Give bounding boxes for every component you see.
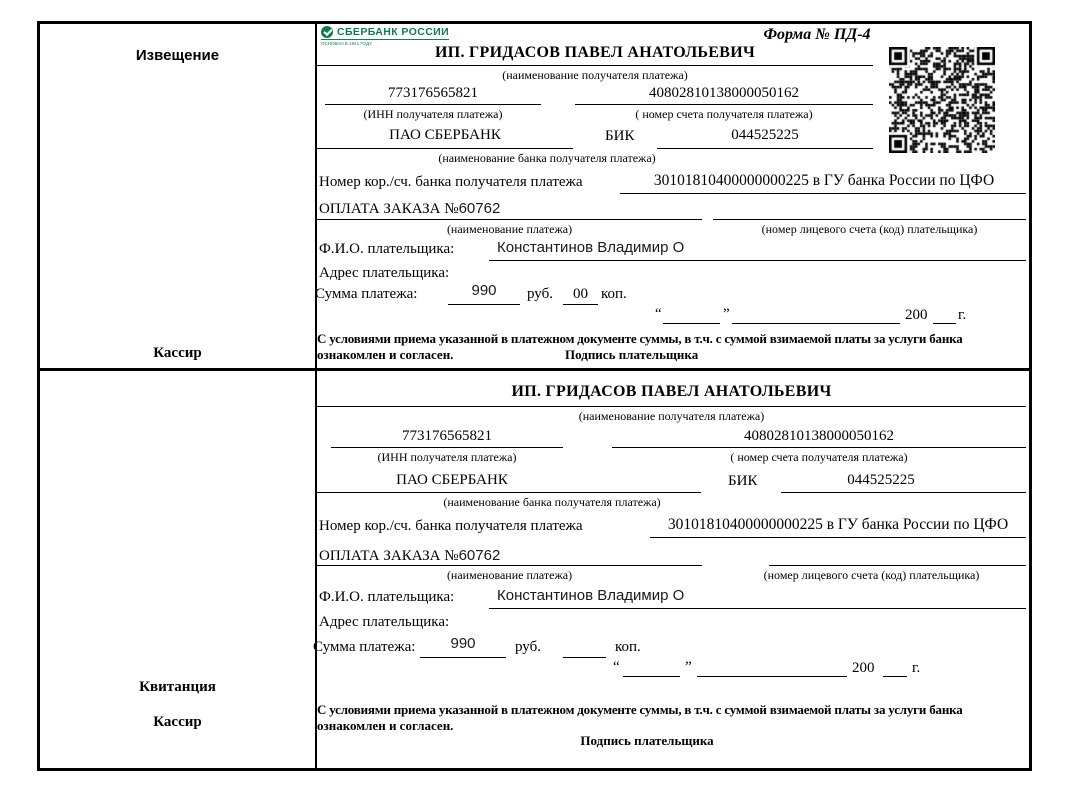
payer-signature-label: Подпись плательщика bbox=[565, 347, 699, 362]
receipt-left-column bbox=[40, 371, 317, 768]
payment-purpose-line bbox=[317, 219, 702, 220]
payer-fio-line bbox=[489, 260, 1026, 261]
sum-kop-value: 00 bbox=[573, 286, 588, 302]
form-number-title: Форма № ПД-4 bbox=[763, 26, 871, 43]
payer-address-label: Адрес плательщика: bbox=[319, 265, 450, 281]
date-month-line bbox=[732, 323, 900, 324]
kop-label: коп. bbox=[601, 286, 627, 302]
payee-account-value: 40802810138000050162 bbox=[744, 428, 894, 444]
sum-rub-line bbox=[420, 657, 506, 658]
order-number: 60762 bbox=[458, 547, 501, 564]
payment-purpose-label: (наименование платежа) bbox=[446, 568, 573, 582]
agreement-line1: С условиями приема указанной в платежном документе суммы, в т.ч. с суммой взимаемой платы за услуги банка bbox=[317, 702, 963, 717]
receipt-main-cell bbox=[313, 371, 1029, 768]
qr-code bbox=[889, 47, 995, 153]
payee-inn-label: (ИНН получателя платежа) bbox=[363, 107, 503, 121]
sberbank-logo-tagline: ОСНОВАН В 1841 ГОДУ bbox=[321, 41, 372, 46]
sum-rub-value: 990 bbox=[471, 282, 497, 299]
corr-account-label: Номер кор./сч. банка получателя платежа bbox=[319, 174, 583, 190]
payee-account-label: ( номер счета получателя платежа) bbox=[730, 450, 908, 464]
date-day-line bbox=[663, 323, 720, 324]
payee-account-label: ( номер счета получателя платежа) bbox=[635, 107, 813, 121]
payee-name-line bbox=[317, 65, 873, 66]
bik-label: БИК bbox=[728, 473, 758, 489]
corr-account-value: 30101810400000000225 в ГУ банка России по ЦФО bbox=[667, 516, 1009, 533]
payee-account-value: 40802810138000050162 bbox=[649, 85, 799, 101]
bik-line bbox=[657, 148, 873, 149]
payee-inn-line bbox=[325, 104, 541, 105]
bik-value: 044525225 bbox=[847, 472, 915, 488]
notice-main-cell bbox=[317, 24, 1029, 368]
agreement-line2: ознакомлен и согласен. bbox=[317, 718, 454, 733]
payer-fio-label: Ф.И.О. плательщика: bbox=[319, 589, 455, 605]
bik-line bbox=[781, 492, 1026, 493]
payment-purpose bbox=[319, 200, 500, 218]
sum-rub-value: 990 bbox=[450, 635, 476, 652]
payee-inn-line bbox=[331, 447, 563, 448]
receipt-section bbox=[40, 371, 1029, 768]
notice-title: Извещение bbox=[135, 47, 220, 64]
date-century: 200 bbox=[905, 307, 928, 323]
date-month-line bbox=[697, 676, 847, 677]
date-century: 200 bbox=[852, 660, 875, 676]
payment-purpose-label: (наименование платежа) bbox=[446, 222, 573, 236]
notice-cashier-label: Кассир bbox=[153, 345, 202, 361]
receipt-cashier-label: Кассир bbox=[153, 714, 202, 730]
payment-purpose bbox=[319, 547, 500, 565]
payer-fio-value: Константинов Владимир О bbox=[497, 587, 685, 604]
payment-purpose-line bbox=[317, 565, 702, 566]
rub-label: руб. bbox=[527, 286, 553, 302]
date-open-quote: “ bbox=[613, 659, 620, 675]
payment-purpose-prefix: ОПЛАТА ЗАКАЗА № bbox=[319, 201, 459, 217]
payer-fio-label: Ф.И.О. плательщика: bbox=[319, 241, 455, 257]
notice-section bbox=[40, 24, 1029, 371]
sberbank-logo-row bbox=[321, 26, 449, 40]
corr-account-value: 30101810400000000225 в ГУ банка России по ЦФО bbox=[653, 172, 995, 189]
payee-name-line bbox=[317, 406, 1026, 407]
pd4-form-table bbox=[37, 21, 1032, 771]
sum-label: Сумма платежа: bbox=[315, 286, 418, 302]
personal-account-line bbox=[769, 565, 1026, 566]
date-year-suffix: г. bbox=[912, 660, 921, 676]
payee-name-label: (наименование получателя платежа) bbox=[502, 68, 688, 82]
sberbank-logo-text: СБЕРБАНК РОССИИ bbox=[337, 26, 450, 38]
personal-account-label: (номер лицевого счета (код) плательщика) bbox=[763, 568, 980, 582]
bik-label: БИК bbox=[605, 128, 635, 144]
corr-account-line bbox=[620, 193, 1026, 194]
payment-purpose-prefix: ОПЛАТА ЗАКАЗА № bbox=[319, 548, 459, 564]
payer-address-label: Адрес плательщика: bbox=[319, 614, 450, 630]
payee-bank-line bbox=[317, 148, 573, 149]
payee-name: ИП. ГРИДАСОВ ПАВЕЛ АНАТОЛЬЕВИЧ bbox=[511, 383, 832, 400]
sum-kop-line bbox=[563, 657, 606, 658]
date-year-line bbox=[933, 323, 956, 324]
agreement-line1: С условиями приема указанной в платежном документе суммы, в т.ч. с суммой взимаемой платы за услуги банка bbox=[317, 331, 963, 346]
date-open-quote: “ bbox=[655, 306, 662, 322]
sberbank-circle-icon bbox=[321, 26, 333, 38]
payee-bank-label: (наименование банка получателя платежа) bbox=[443, 495, 661, 509]
receipt-title: Квитанция bbox=[139, 679, 216, 695]
payee-bank-label: (наименование банка получателя платежа) bbox=[438, 151, 656, 165]
sum-kop-line bbox=[563, 304, 598, 305]
date-close-quote: ” bbox=[685, 659, 692, 675]
payee-inn-value: 773176565821 bbox=[388, 85, 478, 101]
payee-bank-line bbox=[317, 492, 701, 493]
payee-account-line bbox=[612, 447, 1026, 448]
payee-name-label: (наименование получателя платежа) bbox=[578, 409, 765, 423]
sum-rub-line bbox=[448, 304, 520, 305]
payer-fio-line bbox=[489, 608, 1026, 609]
corr-account-label: Номер кор./сч. банка получателя платежа bbox=[319, 518, 583, 534]
payee-bank-name: ПАО СБЕРБАНК bbox=[389, 127, 501, 143]
payee-inn-value: 773176565821 bbox=[402, 428, 492, 444]
date-year-suffix: г. bbox=[958, 307, 967, 323]
corr-account-line bbox=[650, 537, 1026, 538]
agreement-line2: ознакомлен и согласен. bbox=[317, 347, 454, 362]
bik-value: 044525225 bbox=[731, 127, 799, 143]
rub-label: руб. bbox=[515, 639, 541, 655]
sum-label: Сумма платежа: bbox=[313, 639, 416, 655]
date-year-line bbox=[883, 676, 907, 677]
payee-name: ИП. ГРИДАСОВ ПАВЕЛ АНАТОЛЬЕВИЧ bbox=[434, 44, 756, 61]
kop-label: коп. bbox=[615, 639, 641, 655]
payer-fio-value: Константинов Владимир О bbox=[497, 239, 685, 256]
notice-left-column bbox=[40, 24, 317, 368]
payee-account-line bbox=[575, 104, 873, 105]
payee-bank-name: ПАО СБЕРБАНК bbox=[396, 472, 508, 488]
personal-account-label: (номер лицевого счета (код) плательщика) bbox=[761, 222, 978, 236]
order-number: 60762 bbox=[458, 200, 501, 217]
date-day-line bbox=[623, 676, 680, 677]
personal-account-line bbox=[713, 219, 1026, 220]
payer-signature-label: Подпись плательщика bbox=[580, 733, 714, 748]
payee-inn-label: (ИНН получателя платежа) bbox=[377, 450, 517, 464]
date-close-quote: ” bbox=[723, 306, 730, 322]
sberbank-logo bbox=[321, 26, 449, 46]
